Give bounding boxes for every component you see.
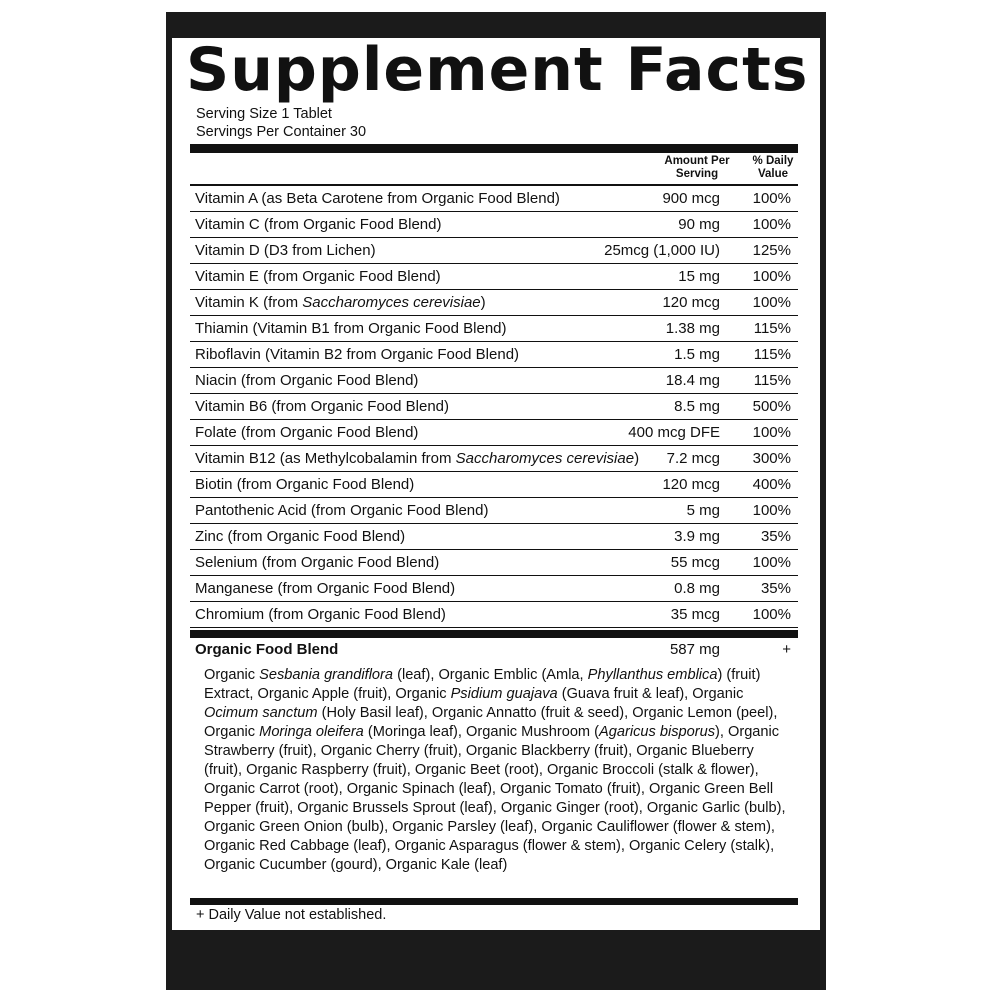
nutrient-row: [190, 394, 798, 420]
nutrient-amount: 18.4 mg: [665, 372, 720, 389]
thick-divider-top: [190, 144, 798, 153]
nutrient-amount: 120 mcg: [662, 476, 720, 493]
nutrient-daily-value: 115%: [753, 320, 791, 337]
serving-size: Serving Size 1 Tablet: [196, 106, 332, 122]
nutrient-daily-value: 100%: [752, 190, 791, 207]
thick-divider-bottom: [190, 898, 798, 905]
nutrient-amount: 90 mg: [678, 216, 720, 233]
nutrient-name: Vitamin K (from Saccharomyces cerevisiae): [195, 294, 486, 311]
amount-per-serving-header: Amount Per Serving: [664, 155, 730, 180]
nutrient-amount: 55 mcg: [670, 554, 720, 571]
nutrient-name: Folate (from Organic Food Blend): [195, 424, 419, 441]
blend-ingredients: Organic Sesbania grandiflora (leaf), Organic Emblic (Amla, Phyllanthus emblica) (fruit) Extract, Organic Apple (fruit), Organic Psidium guajava (Guava fruit & leaf), Organic Ocimum sanctum (Holy Basil leaf), Organic Annatto (fruit & seed), Organic Lemon (peel), Organic Moringa oleifera (Moringa leaf), Organic Mushroom (Agaricus bisporus), Organic Strawberry (fruit), Organic Cherry (fruit), Organic Blackberry (fruit), Organic Blueberry (fruit), Organic Raspberry (fruit), Organic Beet (root), Organic Broccoli (stalk & flower), Organic Carrot (root), Organic Spinach (leaf), Organic Tomato (fruit), Organic Green Bell Pepper (fruit), Organic Brussels Sprout (leaf), Organic Ginger (root), Organic Garlic (bulb), Organic Green Onion (bulb), Organic Parsley (leaf), Organic Cauliflower (flower & stem), Organic Red Cabbage (leaf), Organic Asparagus (flower & stem), Organic Celery (stalk), Organic Cucumber (gourd), Organic Kale (leaf): [204, 667, 786, 873]
nutrient-amount: 7.2 mcg: [666, 450, 720, 467]
nutrient-daily-value: 35%: [760, 580, 791, 597]
nutrient-daily-value: 125%: [752, 242, 791, 259]
nutrient-amount: 0.8 mg: [674, 580, 720, 597]
nutrient-amount: 15 mg: [678, 268, 720, 285]
nutrient-name: Thiamin (Vitamin B1 from Organic Food Blend): [195, 320, 507, 337]
nutrient-row: [190, 420, 798, 446]
nutrient-row: [190, 550, 798, 576]
nutrient-daily-value: 100%: [752, 268, 791, 285]
nutrient-daily-value: 100%: [752, 606, 791, 623]
blend-row: [190, 638, 798, 664]
nutrient-amount: 120 mcg: [662, 294, 720, 311]
nutrient-daily-value: 500%: [752, 398, 791, 415]
label-title: Supplement Facts: [186, 35, 809, 105]
nutrient-amount: 3.9 mg: [674, 528, 720, 545]
nutrient-daily-value: 400%: [752, 476, 791, 493]
servings-per-container: Servings Per Container 30: [196, 124, 367, 140]
nutrient-daily-value: 115%: [753, 346, 791, 363]
nutrient-name: Vitamin C (from Organic Food Blend): [195, 216, 442, 233]
nutrient-row: [190, 524, 798, 550]
nutrient-row: [190, 264, 798, 290]
nutrient-row: [190, 290, 798, 316]
blend-amount: 587 mg: [669, 641, 720, 658]
blend-daily-value: +: [782, 641, 791, 658]
nutrient-row: [190, 212, 798, 238]
daily-value-header: % Daily Value: [752, 155, 794, 180]
nutrient-row: [190, 238, 798, 264]
nutrient-amount: 5 mg: [686, 502, 720, 519]
blend-name: Organic Food Blend: [195, 641, 339, 658]
nutrient-amount: 900 mcg: [662, 190, 720, 207]
nutrient-name: Chromium (from Organic Food Blend): [195, 606, 446, 623]
nutrient-row: [190, 368, 798, 394]
nutrient-daily-value: 100%: [752, 502, 791, 519]
nutrient-amount: 1.38 mg: [665, 320, 720, 337]
nutrient-row: [190, 446, 798, 472]
nutrient-amount: 8.5 mg: [674, 398, 720, 415]
nutrient-name: Vitamin A (as Beta Carotene from Organic Food Blend): [195, 190, 560, 207]
nutrient-row: [190, 602, 798, 628]
footnote: + Daily Value not established.: [196, 907, 387, 923]
nutrient-daily-value: 100%: [752, 554, 791, 571]
nutrient-daily-value: 300%: [752, 450, 791, 467]
nutrient-name: Vitamin D (D3 from Lichen): [195, 242, 376, 259]
nutrient-name: Selenium (from Organic Food Blend): [195, 554, 440, 571]
nutrient-daily-value: 100%: [752, 424, 791, 441]
nutrient-name: Biotin (from Organic Food Blend): [195, 476, 415, 493]
nutrient-daily-value: 115%: [753, 372, 791, 389]
nutrient-daily-value: 100%: [752, 216, 791, 233]
nutrient-daily-value: 100%: [752, 294, 791, 311]
nutrient-name: Zinc (from Organic Food Blend): [195, 528, 406, 545]
nutrient-row: [190, 576, 798, 602]
nutrient-row: [190, 498, 798, 524]
nutrient-name: Vitamin E (from Organic Food Blend): [195, 268, 441, 285]
nutrient-daily-value: 35%: [760, 528, 791, 545]
nutrient-name: Manganese (from Organic Food Blend): [195, 580, 456, 597]
nutrient-name: Vitamin B6 (from Organic Food Blend): [195, 398, 449, 415]
nutrient-row: [190, 186, 798, 212]
nutrient-row: [190, 342, 798, 368]
nutrient-amount: 1.5 mg: [674, 346, 720, 363]
nutrient-name: Riboflavin (Vitamin B2 from Organic Food Blend): [195, 346, 520, 363]
nutrient-row: [190, 316, 798, 342]
thick-divider-blend: [190, 630, 798, 638]
nutrient-name: Vitamin B12 (as Methylcobalamin from Saccharomyces cerevisiae): [195, 450, 640, 467]
nutrient-name: Niacin (from Organic Food Blend): [195, 372, 419, 389]
nutrient-amount: 400 mcg DFE: [628, 424, 720, 441]
nutrient-name: Pantothenic Acid (from Organic Food Blend): [195, 502, 489, 519]
nutrient-amount: 25mcg (1,000 IU): [604, 242, 720, 259]
nutrient-amount: 35 mcg: [670, 606, 720, 623]
nutrient-row: [190, 472, 798, 498]
